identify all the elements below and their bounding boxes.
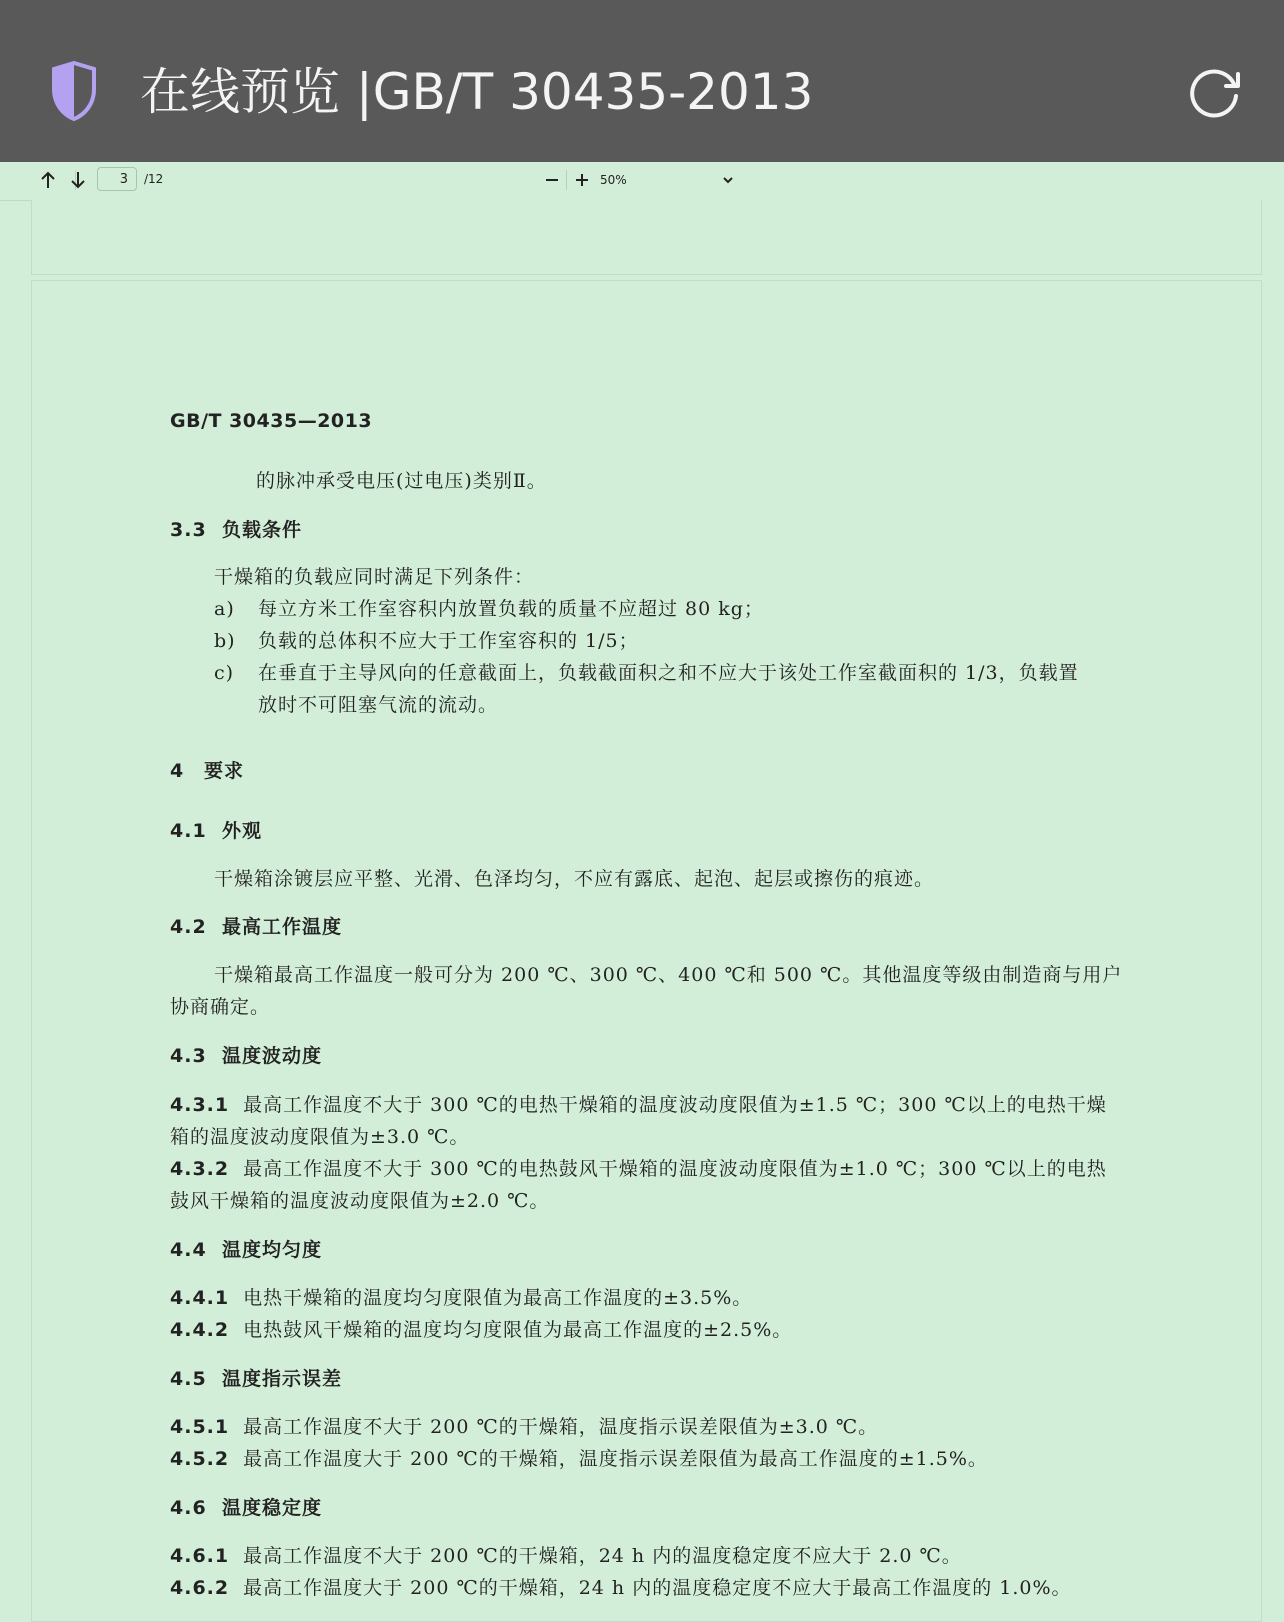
section-heading: 4 要求 [170, 760, 245, 782]
paragraph: 干燥箱涂镀层应平整、光滑、色泽均匀，不应有露底、起泡、起层或擦伤的痕迹。 [214, 868, 935, 890]
section-heading: 3.3 负载条件 [170, 519, 303, 541]
section-heading: 4.4 温度均匀度 [170, 1239, 323, 1261]
scrollbar[interactable] [1262, 200, 1284, 1614]
app-bar [0, 0, 1284, 162]
paragraph: 4.5.2 最高工作温度大于 200 ℃的干燥箱，温度指示误差限值为最高工作温度的±1.5%。 [170, 1448, 988, 1470]
list-item: a) 每立方米工作室容积内放置负载的质量不应超过 80 kg； [214, 598, 764, 620]
shield-icon [50, 61, 98, 121]
chevron-down-icon [722, 174, 734, 186]
paragraph: 4.4.1 电热干燥箱的温度均匀度限值为最高工作温度的±3.5%。 [170, 1287, 753, 1309]
section-heading: 4.1 外观 [170, 820, 263, 842]
list-item-continuation: 放时不可阻塞气流的流动。 [258, 694, 499, 716]
list-item: b) 负载的总体积不应大于工作室容积的 1/5； [214, 630, 639, 652]
paragraph: 干燥箱最高工作温度一般可分为 200 ℃、300 ℃、400 ℃和 500 ℃。其他温度等级由制造商与用户 [214, 964, 1123, 986]
toolbar-divider [566, 170, 567, 190]
app-title: 在线预览 |GB/T 30435-2013 [140, 63, 814, 121]
list-item: c) 在垂直于主导风向的任意截面上，负载截面积之和不应大于该处工作室截面积的 1/3，负载置 [214, 662, 1079, 684]
page-number-input[interactable] [97, 167, 137, 191]
previous-page-sheet [31, 200, 1262, 275]
zoom-out-button[interactable] [540, 168, 564, 192]
document-header: GB/T 30435—2013 [170, 410, 373, 432]
paragraph: 鼓风干燥箱的温度波动度限值为±2.0 ℃。 [170, 1190, 550, 1212]
paragraph: 4.6.1 最高工作温度不大于 200 ℃的干燥箱，24 h 内的温度稳定度不应大于 2.0 ℃。 [170, 1545, 962, 1567]
continuation-text: 的脉冲承受电压(过电压)类别Ⅱ。 [256, 470, 547, 492]
section-heading: 4.5 温度指示误差 [170, 1368, 343, 1390]
paragraph: 4.4.2 电热鼓风干燥箱的温度均匀度限值为最高工作温度的±2.5%。 [170, 1319, 793, 1341]
section-heading: 4.2 最高工作温度 [170, 916, 343, 938]
zoom-value: 50% [600, 173, 627, 187]
paragraph: 4.3.1 最高工作温度不大于 300 ℃的电热干燥箱的温度波动度限值为±1.5 ℃；300 ℃以上的电热干燥 [170, 1094, 1107, 1116]
minus-icon [540, 168, 564, 192]
next-page-button[interactable] [66, 168, 90, 192]
reload-icon[interactable] [1186, 62, 1244, 120]
paragraph: 4.5.1 最高工作温度不大于 200 ℃的干燥箱，温度指示误差限值为±3.0 ℃。 [170, 1416, 879, 1438]
plus-icon [570, 168, 594, 192]
paragraph: 箱的温度波动度限值为±3.0 ℃。 [170, 1126, 470, 1148]
paragraph: 4.3.2 最高工作温度不大于 300 ℃的电热鼓风干燥箱的温度波动度限值为±1.0 ℃；300 ℃以上的电热 [170, 1158, 1107, 1180]
page-total: /12 [144, 172, 164, 186]
pdf-toolbar [0, 162, 1284, 201]
paragraph: 4.6.2 最高工作温度大于 200 ℃的干燥箱，24 h 内的温度稳定度不应大于最高工作温度的 1.0%。 [170, 1577, 1072, 1599]
section-heading: 4.3 温度波动度 [170, 1045, 323, 1067]
section-heading: 4.6 温度稳定度 [170, 1497, 323, 1519]
arrow-up-icon [36, 168, 60, 192]
arrow-down-icon [66, 168, 90, 192]
previous-page-button[interactable] [36, 168, 60, 192]
paragraph: 干燥箱的负载应同时满足下列条件： [214, 566, 535, 588]
zoom-in-button[interactable] [570, 168, 594, 192]
zoom-select[interactable] [600, 168, 740, 192]
paragraph: 协商确定。 [170, 996, 271, 1018]
